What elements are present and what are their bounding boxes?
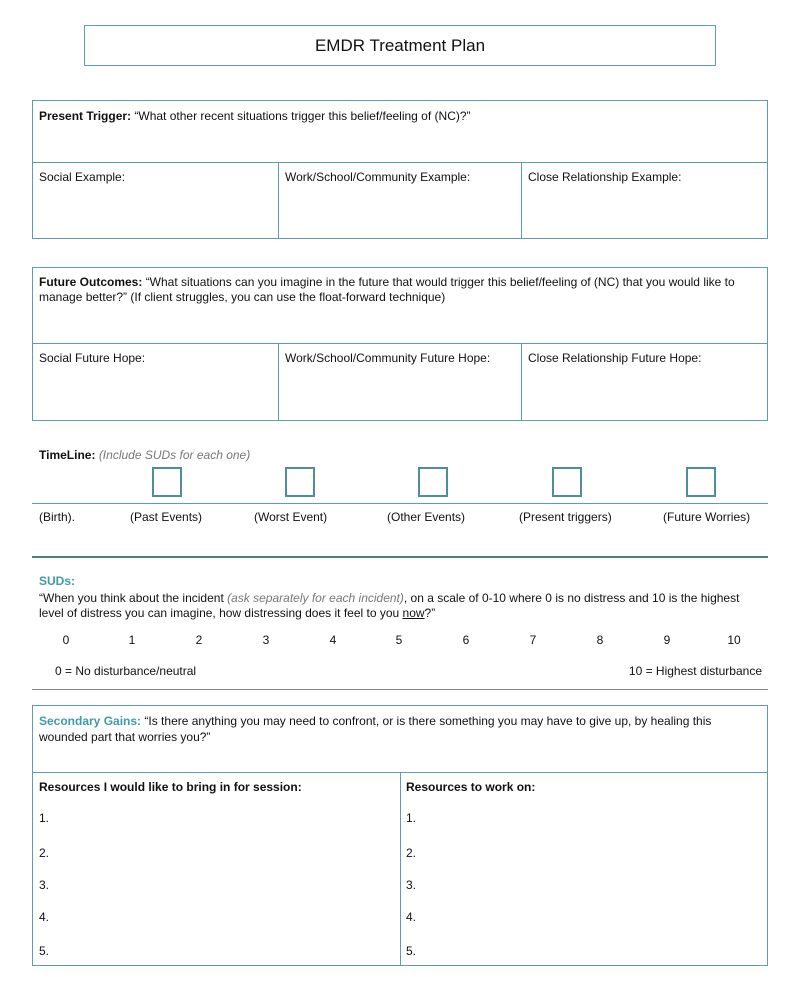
timeline-event: (Future Worries) xyxy=(663,510,751,524)
scale-value[interactable]: 10 xyxy=(727,633,741,647)
page-title: EMDR Treatment Plan xyxy=(314,36,486,55)
timeline-event: (Present triggers) xyxy=(519,510,612,524)
resource-bring-item[interactable]: 1. xyxy=(39,811,50,825)
suds-box-worst[interactable] xyxy=(285,467,315,497)
suds-text: “When you think about the incident xyxy=(39,591,228,605)
timeline-event: (Birth). xyxy=(39,510,75,524)
timeline-heading xyxy=(39,448,250,462)
future-outcomes-label: Future Outcomes: xyxy=(39,275,143,289)
scale-value[interactable]: 3 xyxy=(262,633,270,647)
scale-value[interactable]: 5 xyxy=(395,633,403,647)
scale-value[interactable]: 0 xyxy=(62,633,70,647)
divider xyxy=(32,162,768,163)
relationship-example-field[interactable]: Close Relationship Example: xyxy=(528,170,682,184)
resource-bring-item[interactable]: 5. xyxy=(39,944,50,958)
scale-low-label: 0 = No disturbance/neutral xyxy=(55,664,197,678)
scale-high-label: 10 = Highest disturbance xyxy=(628,664,762,678)
present-trigger-label: Present Trigger: xyxy=(39,109,132,123)
suds-italic: (ask separately for each incident) xyxy=(227,591,404,605)
suds-text: , on a scale of 0-10 where 0 is no distress and 10 is the highest level of distress you can imagine, how distressing does it feel to you xyxy=(39,591,740,620)
timeline-event: (Worst Event) xyxy=(254,510,328,524)
suds-text: ?” xyxy=(424,606,436,620)
future-outcomes-question xyxy=(39,275,759,305)
social-example-field[interactable]: Social Example: xyxy=(39,170,126,184)
suds-box-past[interactable] xyxy=(152,467,182,497)
scale-value[interactable]: 9 xyxy=(663,633,671,647)
work-future-hope-field[interactable]: Work/School/Community Future Hope: xyxy=(285,351,491,365)
suds-underline: now xyxy=(402,606,425,620)
work-example-field[interactable]: Work/School/Community Example: xyxy=(285,170,471,184)
scale-value[interactable]: 6 xyxy=(462,633,470,647)
suds-box-future[interactable] xyxy=(686,467,716,497)
timeline-label: TimeLine: xyxy=(39,448,96,462)
suds-box-other[interactable] xyxy=(418,467,448,497)
timeline-event: (Other Events) xyxy=(387,510,466,524)
secondary-gains-label: Secondary Gains: xyxy=(39,714,142,728)
present-trigger-question xyxy=(39,109,471,123)
scale-value[interactable]: 2 xyxy=(195,633,203,647)
scale-value[interactable]: 8 xyxy=(596,633,604,647)
divider xyxy=(32,556,768,558)
resource-bring-item[interactable]: 2. xyxy=(39,846,50,860)
divider xyxy=(278,343,279,421)
scale-value[interactable]: 1 xyxy=(128,633,136,647)
resource-work-item[interactable]: 4. xyxy=(406,910,417,924)
resource-work-item[interactable]: 2. xyxy=(406,846,417,860)
scale-value[interactable]: 4 xyxy=(329,633,337,647)
secondary-gains-text: “Is there anything you may need to confront, or is there something you may have to give up, by healing this wounded part that worries you?” xyxy=(39,714,712,744)
timeline-event: (Past Events) xyxy=(130,510,203,524)
resource-work-item[interactable]: 3. xyxy=(406,878,417,892)
relationship-future-hope-field[interactable]: Close Relationship Future Hope: xyxy=(528,351,702,365)
title-box xyxy=(84,25,716,66)
divider xyxy=(32,343,768,344)
social-future-hope-field[interactable]: Social Future Hope: xyxy=(39,351,146,365)
present-trigger-text: “What other recent situations trigger this belief/feeling of (NC)?” xyxy=(134,109,471,123)
divider xyxy=(32,689,768,690)
divider xyxy=(521,343,522,421)
resource-bring-item[interactable]: 3. xyxy=(39,878,50,892)
timeline-line xyxy=(32,503,768,504)
scale-value[interactable]: 7 xyxy=(529,633,537,647)
resource-work-item[interactable]: 5. xyxy=(406,944,417,958)
secondary-gains-question xyxy=(39,713,759,745)
divider xyxy=(278,162,279,239)
resource-bring-item[interactable]: 4. xyxy=(39,910,50,924)
resource-work-item[interactable]: 1. xyxy=(406,811,417,825)
resources-work-heading: Resources to work on: xyxy=(406,780,536,794)
divider xyxy=(400,772,401,966)
divider xyxy=(521,162,522,239)
suds-label: SUDs: xyxy=(39,574,76,588)
timeline-note: (Include SUDs for each one) xyxy=(98,448,251,462)
suds-question xyxy=(39,591,764,621)
resources-bring-heading: Resources I would like to bring in for session: xyxy=(39,780,302,794)
future-outcomes-text: “What situations can you imagine in the future that would trigger this belief/feeling of (NC) that you would like to manage better?” (If client struggles, you can use the float-forward technique) xyxy=(39,275,735,304)
suds-box-present[interactable] xyxy=(552,467,582,497)
